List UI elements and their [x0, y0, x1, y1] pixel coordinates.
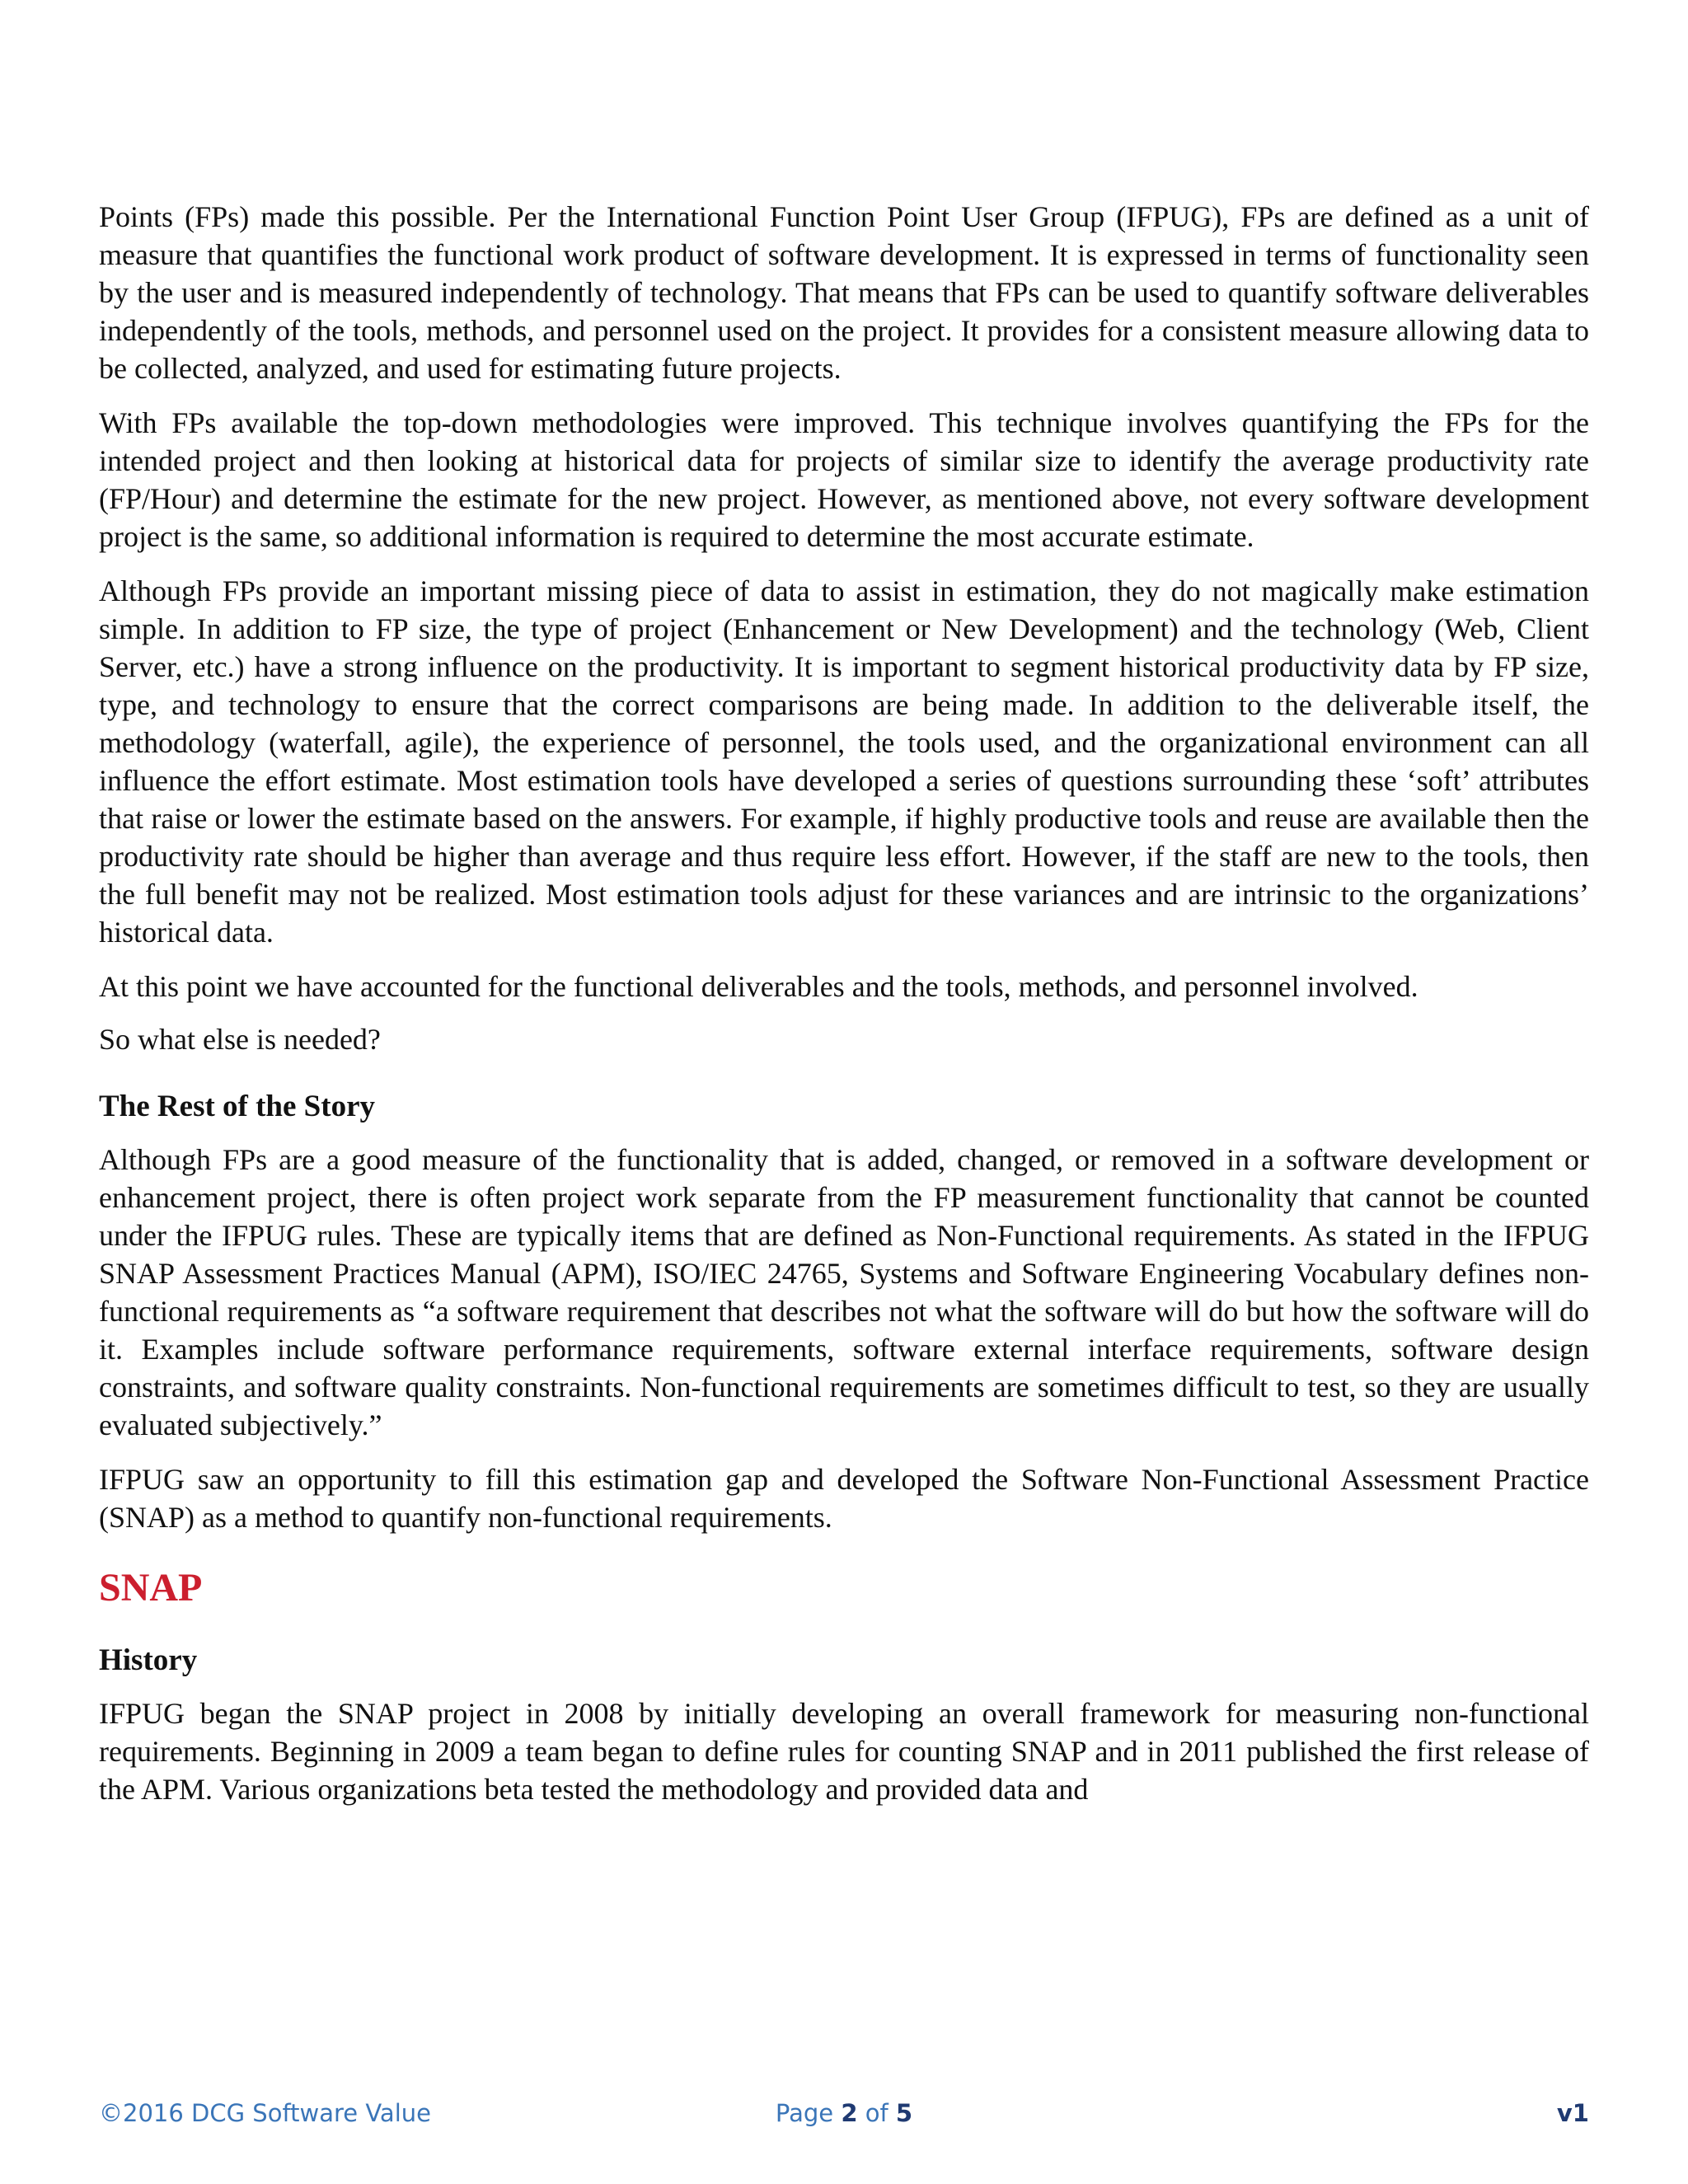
paragraph-fp-definition: Points (FPs) made this possible. Per the International Function Point User Group (IFPUG), FPs are defined as a unit of measure that quantifies the functional work product of software development. It is expressed in terms of functionality seen by the user and is measured independently of technology. That means that FPs can be used to quantify software deliverables independently of the tools, methods, and personnel used on the project. It provides for a consistent measure allowing data to be collected, analyzed, and used for estimating future projects.: [99, 200, 1589, 385]
footer-page-current: 2: [841, 2099, 858, 2127]
snap-section-title: SNAP: [99, 1566, 203, 1610]
footer-page-number: [99, 2095, 1589, 2131]
paragraph-question: So what else is needed?: [99, 1023, 381, 1056]
paragraph-non-functional: Although FPs are a good measure of the functionality that is added, changed, or removed in a software development or enhancement project, there is often project work separate from the FP measurement functionality that cannot be counted under the IFPUG rules. These are typically items that are defined as Non-Functional requirements. As stated in the IFPUG SNAP Assessment Practices Manual (APM), ISO/IEC 24765, Systems and Software Engineering Vocabulary defines non-functional requirements as “a software requirement that describes not what the software will do but how the software will do it. Examples include software performance requirements, software external interface requirements, software design constraints, and software quality constraints. Non-functional requirements are sometimes difficult to test, so they are usually evaluated subjectively.”: [99, 1143, 1589, 1441]
paragraph-history: IFPUG began the SNAP project in 2008 by initially developing an overall framework for measuring non-functional requirements. Beginning in 2009 a team began to define rules for counting SNAP and in 2011 published the first release of the APM. Various organizations beta tested the methodology and provided data and: [99, 1697, 1589, 1806]
page-body: [99, 198, 1589, 1825]
rest-of-story-heading: The Rest of the Story: [99, 1090, 376, 1123]
paragraph-snap-intro: IFPUG saw an opportunity to fill this estimation gap and developed the Software Non-Functional Assessment Practice (SNAP) as a method to quantify non-functional requirements.: [99, 1463, 1589, 1534]
footer-page-word: Page: [775, 2099, 834, 2127]
paragraph-accounted: At this point we have accounted for the functional deliverables and the tools, methods, and personnel involved.: [99, 970, 1418, 1003]
paragraph-top-down: With FPs available the top-down methodologies were improved. This technique involves quantifying the FPs for the intended project and then looking at historical data for projects of similar size to identify the average productivity rate (FP/Hour) and determine the estimate for the new project. However, as mentioned above, not every software development project is the same, so additional information is required to determine the most accurate estimate.: [99, 406, 1589, 553]
page-footer: [99, 2095, 1589, 2131]
footer-page-total: 5: [895, 2099, 913, 2127]
paragraph-estimation-factors: Although FPs provide an important missing piece of data to assist in estimation, they do not magically make estimation simple. In addition to FP size, the type of project (Enhancement or New Development) and the technology (Web, Client Server, etc.) have a strong influence on the productivity. It is important to segment historical productivity data by FP size, type, and technology to ensure that the correct comparisons are being made. In addition to the deliverable itself, the methodology (waterfall, agile), the experience of personnel, the tools used, and the organizational environment can all influence the effort estimate. Most estimation tools have developed a series of questions surrounding these ‘soft’ attributes that raise or lower the estimate based on the answers. For example, if highly productive tools and reuse are available then the productivity rate should be higher than average and thus require less effort. However, if the staff are new to the tools, then the full benefit may not be realized. Most estimation tools adjust for these variances and are intrinsic to the organizations’ historical data.: [99, 574, 1589, 949]
footer-copyright: ©2016 DCG Software Value: [99, 2099, 431, 2127]
footer-page-of: of: [865, 2099, 889, 2127]
history-heading: History: [99, 1643, 198, 1677]
footer-version: v1: [1556, 2099, 1589, 2127]
